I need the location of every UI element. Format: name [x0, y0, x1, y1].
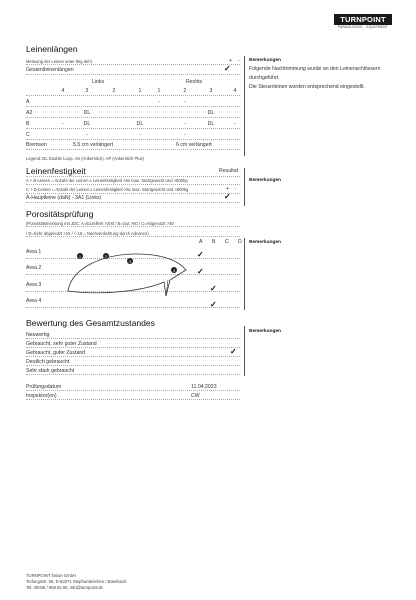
measure-point-label: 1 [78, 253, 82, 259]
divider [26, 117, 240, 118]
porosity-desc: / D=Sehr abgenutzt >15 / < 15 = Nachverdichtung durch Advance) [26, 231, 149, 236]
grade-header: A [199, 239, 203, 245]
remarks-separator [244, 238, 245, 310]
divider [26, 356, 240, 357]
col-header: 3 [209, 88, 213, 94]
divider [26, 390, 240, 391]
remarks-line: durchgeführt. [249, 75, 280, 81]
row-cell: - [139, 132, 141, 138]
divider [26, 399, 240, 400]
remarks-separator [244, 326, 245, 376]
strength-mark-minus: - [235, 186, 237, 192]
divider [26, 338, 240, 339]
col-header: 1 [157, 88, 161, 94]
inspector-value: CW [191, 393, 200, 399]
divider [26, 139, 240, 140]
grade-header: B [212, 239, 216, 245]
measure-point-label: 2 [104, 253, 108, 259]
brand-name: TURNPOINT [334, 14, 392, 25]
check-icon: ✓ [197, 267, 204, 276]
porosity-title: Porositätsprüfung [26, 209, 94, 219]
row-cell: DL [207, 110, 215, 116]
row-cell: - [86, 132, 88, 138]
date-value: 11.04.2023 [191, 384, 217, 390]
brakes-left: 5,5 cm verlängert [73, 142, 114, 148]
divider [26, 106, 240, 107]
remarks-title: Bemerkungen [249, 240, 281, 245]
col-header: 4 [233, 88, 237, 94]
total-mark-minus: - [238, 58, 240, 64]
line-lengths-title: Leinenlängen [26, 44, 78, 54]
divider [26, 307, 240, 308]
row-cell: - [184, 121, 186, 127]
col-header: 3 [85, 88, 89, 94]
col-header: 1 [138, 88, 142, 94]
area-label: Area 3 [26, 282, 42, 288]
porosity-desc: (Porositätsmessung mit JDC: A=Exzellent >200 / B=Gut >50 / C=Abgenutzt >30 [26, 221, 174, 226]
row-cell: - [62, 121, 64, 127]
condition-option: Deutlich gebraucht [26, 359, 70, 365]
divider [26, 74, 240, 75]
inspector-label: Inspektor(en) [26, 393, 57, 399]
row-label: A2 [26, 110, 33, 116]
remarks-title: Bemerkungen [249, 329, 281, 334]
condition-option: Sehr stark gebraucht [26, 368, 75, 374]
area-label: Area 1 [26, 249, 42, 255]
row-label: C [26, 132, 30, 138]
remarks-title: Bemerkungen [249, 58, 281, 63]
check-icon: ✓ [230, 347, 237, 356]
divider [26, 202, 240, 203]
divider [26, 347, 240, 348]
remarks-line: Die Steuerleinen wurden entsprechend eingestellt. [249, 84, 365, 90]
row-cell: - [184, 99, 186, 105]
row-cell: DL [83, 121, 91, 127]
divider [26, 64, 240, 65]
divider [26, 226, 240, 227]
row-cell: DL [83, 110, 91, 116]
check-icon: ✓ [210, 300, 217, 309]
brand-logo [334, 14, 392, 30]
condition-option: Gebraucht, sehr guter Zustand [26, 341, 97, 347]
left-label: Links [92, 79, 105, 85]
divider [26, 184, 240, 185]
footer-company: TURNPOINT fusion GmbH [26, 573, 76, 578]
divider [26, 236, 240, 237]
row-label: A [26, 99, 30, 105]
remarks-line: Folgende Nachtrimmung wurde an den Leinenschlössern [249, 66, 381, 72]
legend: Legend: DL Double Loop, AS (Ankerstich), AP (Ankerstich Plus) [26, 156, 145, 161]
line-strength-title: Leinenfestigkeit [26, 166, 86, 176]
footer-address: Tiefungsstr. 56, D-83071 Stephanskirchen / Baierbach [26, 579, 127, 584]
col-header: 4 [61, 88, 65, 94]
condition-option: Gebraucht, guter Zustand [26, 350, 86, 356]
col-header: 2 [112, 88, 116, 94]
overall-title: Bewertung des Gesamtzustandes [26, 318, 155, 328]
divider [26, 193, 240, 194]
brakes-label: Bremsen [26, 142, 47, 148]
divider [26, 365, 240, 366]
row-cell: - [158, 99, 160, 105]
strength-line-ab: A + B-Leinen = Anzahl der Leinen x Leinenfestigkeit >8x max. Startgewicht und >800kg [26, 178, 188, 183]
divider [26, 176, 240, 177]
measure-note: Messung der Leinen unter 5kg dehl. [26, 59, 93, 64]
remarks-separator [244, 168, 245, 206]
strength-line-cd: C + D-Leinen = Anzahl der Leinen x Leinenfestigkeit >6x max. Startgewicht und >600kg [26, 187, 189, 192]
divider [26, 149, 240, 150]
check-icon: ✓ [197, 250, 204, 259]
row-cell: - [234, 121, 236, 127]
total-mark-plus: + [229, 58, 233, 64]
area-label: Area 4 [26, 298, 42, 304]
row-cell: DL [207, 121, 215, 127]
footer-contact: Tel. 08036 / 908 62 65, info@turnpoint.de [26, 585, 103, 590]
check-icon: ✓ [210, 284, 217, 293]
right-label: Rechts [186, 79, 203, 85]
grade-header: D [238, 239, 242, 245]
remarks-title: Bemerkungen [249, 178, 281, 183]
main-line-label: A-Hauptleine (daN) - 3A1 (Links) [26, 195, 102, 201]
measure-point-label: 3 [128, 258, 132, 264]
brakes-right: 6 cm verlängert [176, 142, 212, 148]
condition-option: Neuwertig [26, 332, 50, 338]
remarks-separator [244, 56, 245, 156]
row-label: B [26, 121, 30, 127]
total-length-label: Gesamtleinenlängen [26, 67, 74, 73]
row-cell: DL [136, 121, 144, 127]
divider [26, 128, 240, 129]
strength-mark-plus: + [226, 186, 230, 192]
result-label: Resultat [219, 168, 239, 174]
area-label: Area 2 [26, 265, 42, 271]
col-header: 2 [183, 88, 187, 94]
brand-tagline: PARAGLIDING · EQUIPMENT [337, 25, 389, 29]
divider [26, 374, 240, 375]
divider [26, 95, 240, 96]
row-cell: - [184, 132, 186, 138]
check-icon: ✓ [224, 192, 231, 201]
grade-header: C [225, 239, 229, 245]
wing-profile-diagram [66, 246, 196, 306]
measure-point-label: 4 [172, 267, 176, 273]
check-icon: ✓ [224, 64, 231, 73]
date-label: Prüfungsdatum [26, 384, 62, 390]
